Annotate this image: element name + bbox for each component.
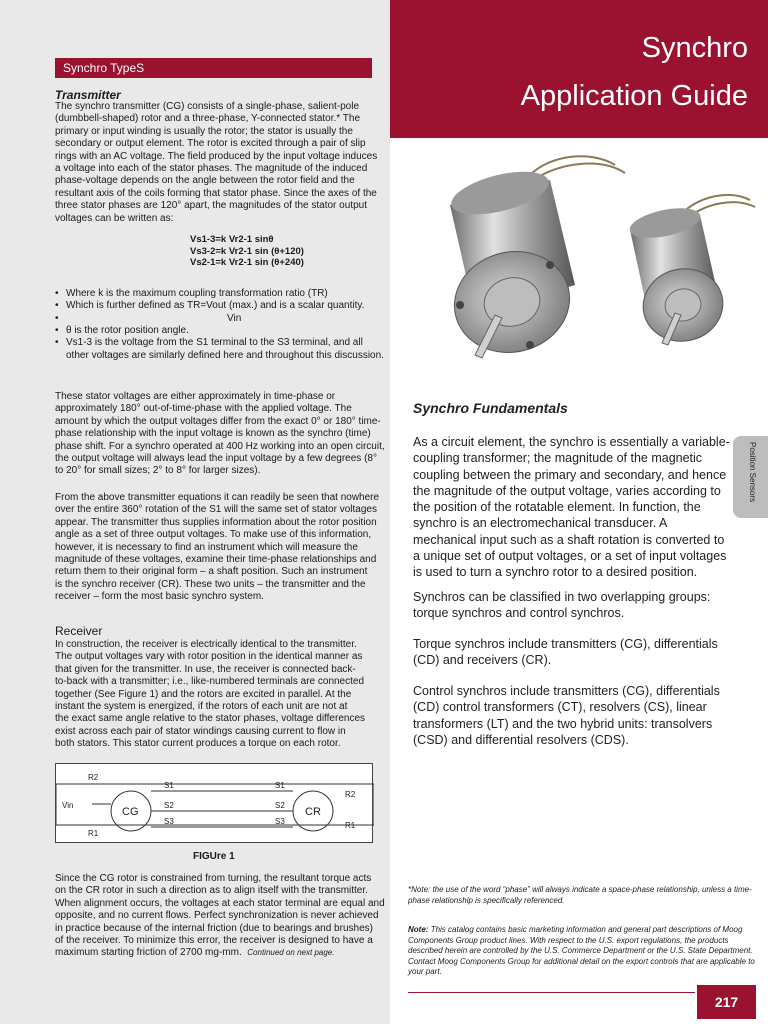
text-line: is the synchro receiver (CR). These two units – the transmitter and the [55,578,366,590]
receiver-heading: Receiver [55,624,103,638]
section-bar: Synchro TypeS [55,58,372,78]
text-line: on the CR rotor in such a direction as to align itself with the transmitter. [55,885,368,897]
text-line: voltages can be written as: [55,212,174,224]
transmitter-paragraph [55,101,385,225]
text-line: together (See Figure 1) and the rotors are excited in parallel. At the [55,688,352,700]
text-line: both stators. This stator current produces a torque on each rotor. [55,738,341,750]
transmitter-heading: Transmitter [55,88,121,102]
text-line: the output voltage will always lead the input voltage by a few degrees (8° [55,453,377,465]
title-line-1: Synchro [641,32,748,64]
s1-left-label: S1 [164,781,174,790]
bullet-item: • Vs1-3 is the voltage from the S1 terminal to the S3 terminal, and all other voltages are similarly defined here and throughout this discussion. [55,337,385,362]
footer-rule [408,992,695,993]
side-tab[interactable] [733,436,768,518]
header-banner [390,0,768,138]
page-number: 217 [697,985,756,1019]
text-line: of the receiver. To minimize this error, the receiver is designed to have a [55,935,373,947]
bullet-item: • Where k is the maximum coupling transformation ratio (TR) [55,288,385,300]
since-paragraph [55,873,387,960]
text-line: phase-voltage depends on the angle between the rotor field and the [55,175,355,187]
vin-fig-label: Vin [62,801,74,810]
side-tab-label: Position Sensors [748,442,757,503]
text-line: phase shift. For a synchro operated at 400 Hz working into an open circuit, [55,440,385,452]
text-line [55,947,387,959]
figure-1-diagram [55,763,373,843]
text-line: opposite, and no current flows. Perfect synchronization is never achieved [55,910,379,922]
text-line: Since the CG rotor is constrained from turning, the resultant torque acts [55,873,372,884]
s2-right-label: S2 [275,801,285,810]
text-line: These stator voltages are either approximately in time-phase or [55,391,336,402]
text-line: return them to their original form – a shaft position. Such an instrument [55,566,368,578]
text-line: over the entire 360° rotation of the S1 will the same set of stator voltages [55,504,377,516]
equation: Vs2-1=k Vr2-1 sin (θ+240) [190,257,304,268]
figure-caption: FIGUre 1 [193,851,235,862]
bullet-spacer [55,313,385,325]
text-line: secondary or output element. The rotor is excited through a pair of slip [55,138,366,150]
text-line: exist across each pair of stator windings causing current to flow in [55,725,346,737]
r1-right-label: R1 [345,821,356,830]
title-line-2: Application Guide [520,80,748,112]
receiver-paragraph [55,639,385,751]
fundamentals-paragraph-2: Synchros can be classified in two overlapping groups: torque synchros and control synchros. [413,590,711,621]
equation: Vs1-3=k Vr2-1 sinθ [190,234,274,245]
text-line: primary or input winding is usually the rotor; the stator is usually the [55,125,353,137]
text-line: to 20° for small sizes; 2° to 8° for larger sizes). [55,465,261,477]
text-line: receiver – form the most basic synchro system. [55,591,264,603]
text-line: approximately 180° out-of-time-phase with the applied voltage. The [55,403,352,415]
text-line: in practice because of the internal friction (due to bearings and brushes) [55,922,373,934]
text-line: (dumbbell-shaped) rotor and a three-phase, Y-connected stator.* The [55,113,361,125]
note-text: This catalog contains basic marketing information and general part descriptions of Moog Components Group product lines. With respect to the U.S. export regulations, the products described herein are controlled by the U.S. Commerce Department or the U.S. State Department. Contact Moog Components Group for additional detail on the export controls that are applicable to your part. [408,925,755,976]
phase-footnote: *Note: the use of the word “phase” will always indicate a space-phase relationship, unless a time-phase relationship is specifically referenced. [408,885,752,905]
text-line: to-back with a transmitter; i.e., like-numbered terminals are connected [55,676,365,688]
bullet-item: • Which is further defined as TR=Vout (max.) and is a scalar quantity. [55,300,385,312]
bullet-list [55,288,385,325]
text-line-end: maximum starting friction of 2700 mg-mm. [55,947,242,959]
export-note [408,925,758,978]
bullet-item: • θ is the rotor position angle. [55,325,385,337]
r2-right-label: R2 [345,790,356,799]
text-line: amount by which the output voltages differ from the exact 0° or 180° time- [55,415,381,427]
text-line: From the above transmitter equations it can readily be seen that nowhere [55,492,380,503]
fundamentals-paragraph-4: Control synchros include transmitters (CG), differentials (CD) control transformers (CT), resolvers (CS), linear transformers (LT) and the two hybrid units: transolvers (CSD) and differential resolvers (CDS). [413,684,720,747]
text-line: three stator phases are 120° apart, the magnitudes of the stator output [55,200,367,212]
equations [190,234,304,269]
from-paragraph [55,492,385,604]
text-line: angle as a set of three output voltages. To make use of this information, [55,529,372,541]
text-line: instant the system is energized, if the rotors of each unit are not at [55,701,348,713]
s3-left-label: S3 [164,817,174,826]
text-line: In construction, the receiver is electrically identical to the transmitter. [55,639,357,650]
small-synchro [627,203,730,349]
text-line: however, it is necessary to find an instrument which will measure the [55,541,358,553]
s2-left-label: S2 [164,801,174,810]
synchro-product-photo [400,145,765,380]
stator-paragraph [55,391,385,478]
large-synchro [444,163,581,364]
cr-label: CR [305,806,321,818]
text-line: rings with an AC voltage. The field produced by the input voltage induces [55,150,378,162]
note-label: Note: [408,925,429,934]
text-line: The synchro transmitter (CG) consists of a single-phase, salient-pole [55,101,360,112]
text-line: When alignment occurs, the voltages at each stator terminal are equal and [55,897,385,909]
text-line: that given for the transmitter. In use, the receiver is connected back- [55,663,356,675]
fundamentals-paragraph-1: As a circuit element, the synchro is essentially a variable-coupling transformer; the magnitude of the magnetic coupling between the primary and secondary, and hence the magnitude of the output voltage, varies according to the position of the rotatable element. In function, the synchro is an electromechanical transducer. A mechanical input such as a shaft rotation is converted to a unique set of output voltages, or a set of input voltages is used to turn a synchro rotor to a desired position. [413,435,730,580]
fundamentals-title: Synchro Fundamentals [413,400,568,416]
vin-label: Vin [227,313,242,324]
text-line: phase relationship with the input voltage is known as the synchro (time) [55,428,371,440]
text-line: the exact same angle relative to the stator phases, voltage differences [55,713,365,725]
text-line: appear. The transmitter thus supplies information about the rotor position [55,516,377,528]
equation: Vs3-2=k Vr2-1 sin (θ+120) [190,245,304,257]
text-line: resultant axis of the coils forming that stator phase. Since the axes of the [55,187,377,199]
r2-left-label: R2 [88,773,99,782]
s1-right-label: S1 [275,781,285,790]
bullet-list-2 [55,325,385,362]
text-line: The output voltages vary with rotor position in the identical manner as [55,651,363,663]
fundamentals-paragraph-3: Torque synchros include transmitters (CG), differentials (CD) and receivers (CR). [413,637,718,668]
continued-note: Continued on next page. [247,948,335,958]
synchro-wiring-svg [56,764,374,844]
text-line: a voltage into each of the stator phases. The magnitude of the induced [55,163,368,175]
r1-left-label: R1 [88,829,99,838]
s3-right-label: S3 [275,817,285,826]
text-line: magnitude of these voltages, examine their time-phase relationships and [55,554,377,566]
cg-label: CG [122,806,139,818]
